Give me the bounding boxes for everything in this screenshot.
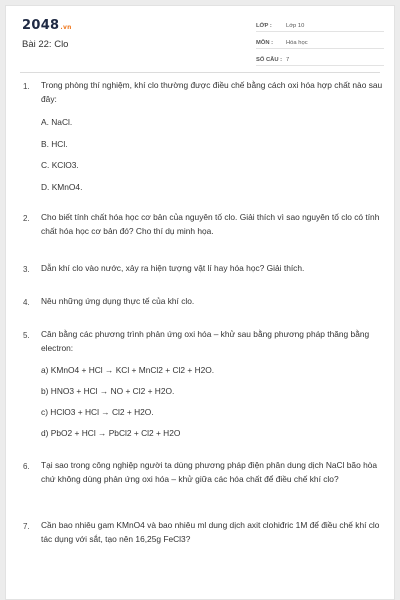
question-text: Trong phòng thí nghiệm, khí clo thường được điều chế bằng cách oxi hóa hợp chất nào sau đây: [41,80,383,104]
worksheet-page [5,5,395,600]
meta-value: Hóa học [286,40,308,46]
meta-row-count [256,52,384,66]
logo-text: 2048 [22,18,60,33]
question-number: 5. [23,331,30,340]
equation-b: b) HNO3 + HCl → NO + Cl2 + H2O. [41,386,175,396]
meta-row-subject [256,35,384,49]
question-text: Tại sao trong công nghiệp người ta dùng phương pháp điện phân dung dịch NaCl bão hòa chứ không dùng phản ứng oxi hóa – khử giữa các hóa chất để điều chế khí clo? [41,460,378,484]
question-number: 6. [23,462,30,471]
equation-a: a) KMnO4 + HCl → KCl + MnCl2 + Cl2 + H2O. [41,365,215,375]
meta-label: SỐ CÂU : [256,57,283,63]
meta-label: LỚP : [256,23,272,29]
equation-d: d) PbO2 + HCl → PbCl2 + Cl2 + H2O [41,428,181,438]
question-text: Cần bao nhiêu gam KMnO4 và bao nhiêu ml dung dịch axit clohiđric 1M để điều chế khí clo tác dụng với sắt, tạo nên 16,25g FeCl3? [41,520,380,544]
header-divider [20,72,380,73]
lesson-title: Bài 22: Clo [22,39,69,50]
worksheet-header [6,6,394,74]
option-b: B. HCl. [41,139,68,149]
question-text: Cho biết tính chất hóa học cơ bản của nguyên tố clo. Giải thích vì sao nguyên tố clo có tính chất hóa học cơ bản đó? Cho thí dụ minh họa. [41,212,380,236]
question-number: 3. [23,265,30,274]
logo-suffix: .vn [60,24,72,31]
question-text: Nêu những ứng dụng thực tế của khí clo. [41,296,195,306]
question-text: Dẫn khí clo vào nước, xảy ra hiện tượng vật lí hay hóa học? Giải thích. [41,263,305,273]
meta-row-class [256,18,384,32]
question-number: 7. [23,522,30,531]
option-c: C. KClO3. [41,160,79,170]
meta-value: Lớp 10 [286,23,305,29]
meta-value: 7 [286,57,290,63]
meta-label: MÔN : [256,40,274,46]
equation-c: c) HClO3 + HCl → Cl2 + H2O. [41,407,154,417]
question-text: Cân bằng các phương trình phản ứng oxi hóa – khử sau bằng phương pháp thăng bằng electron: [41,329,370,353]
option-a: A. NaCl. [41,117,73,127]
question-number: 4. [23,298,30,307]
question-number: 1. [23,82,30,91]
question-number: 2. [23,214,30,223]
meta-table [256,18,384,69]
option-d: D. KMnO4. [41,182,83,192]
site-logo[interactable] [22,18,72,33]
